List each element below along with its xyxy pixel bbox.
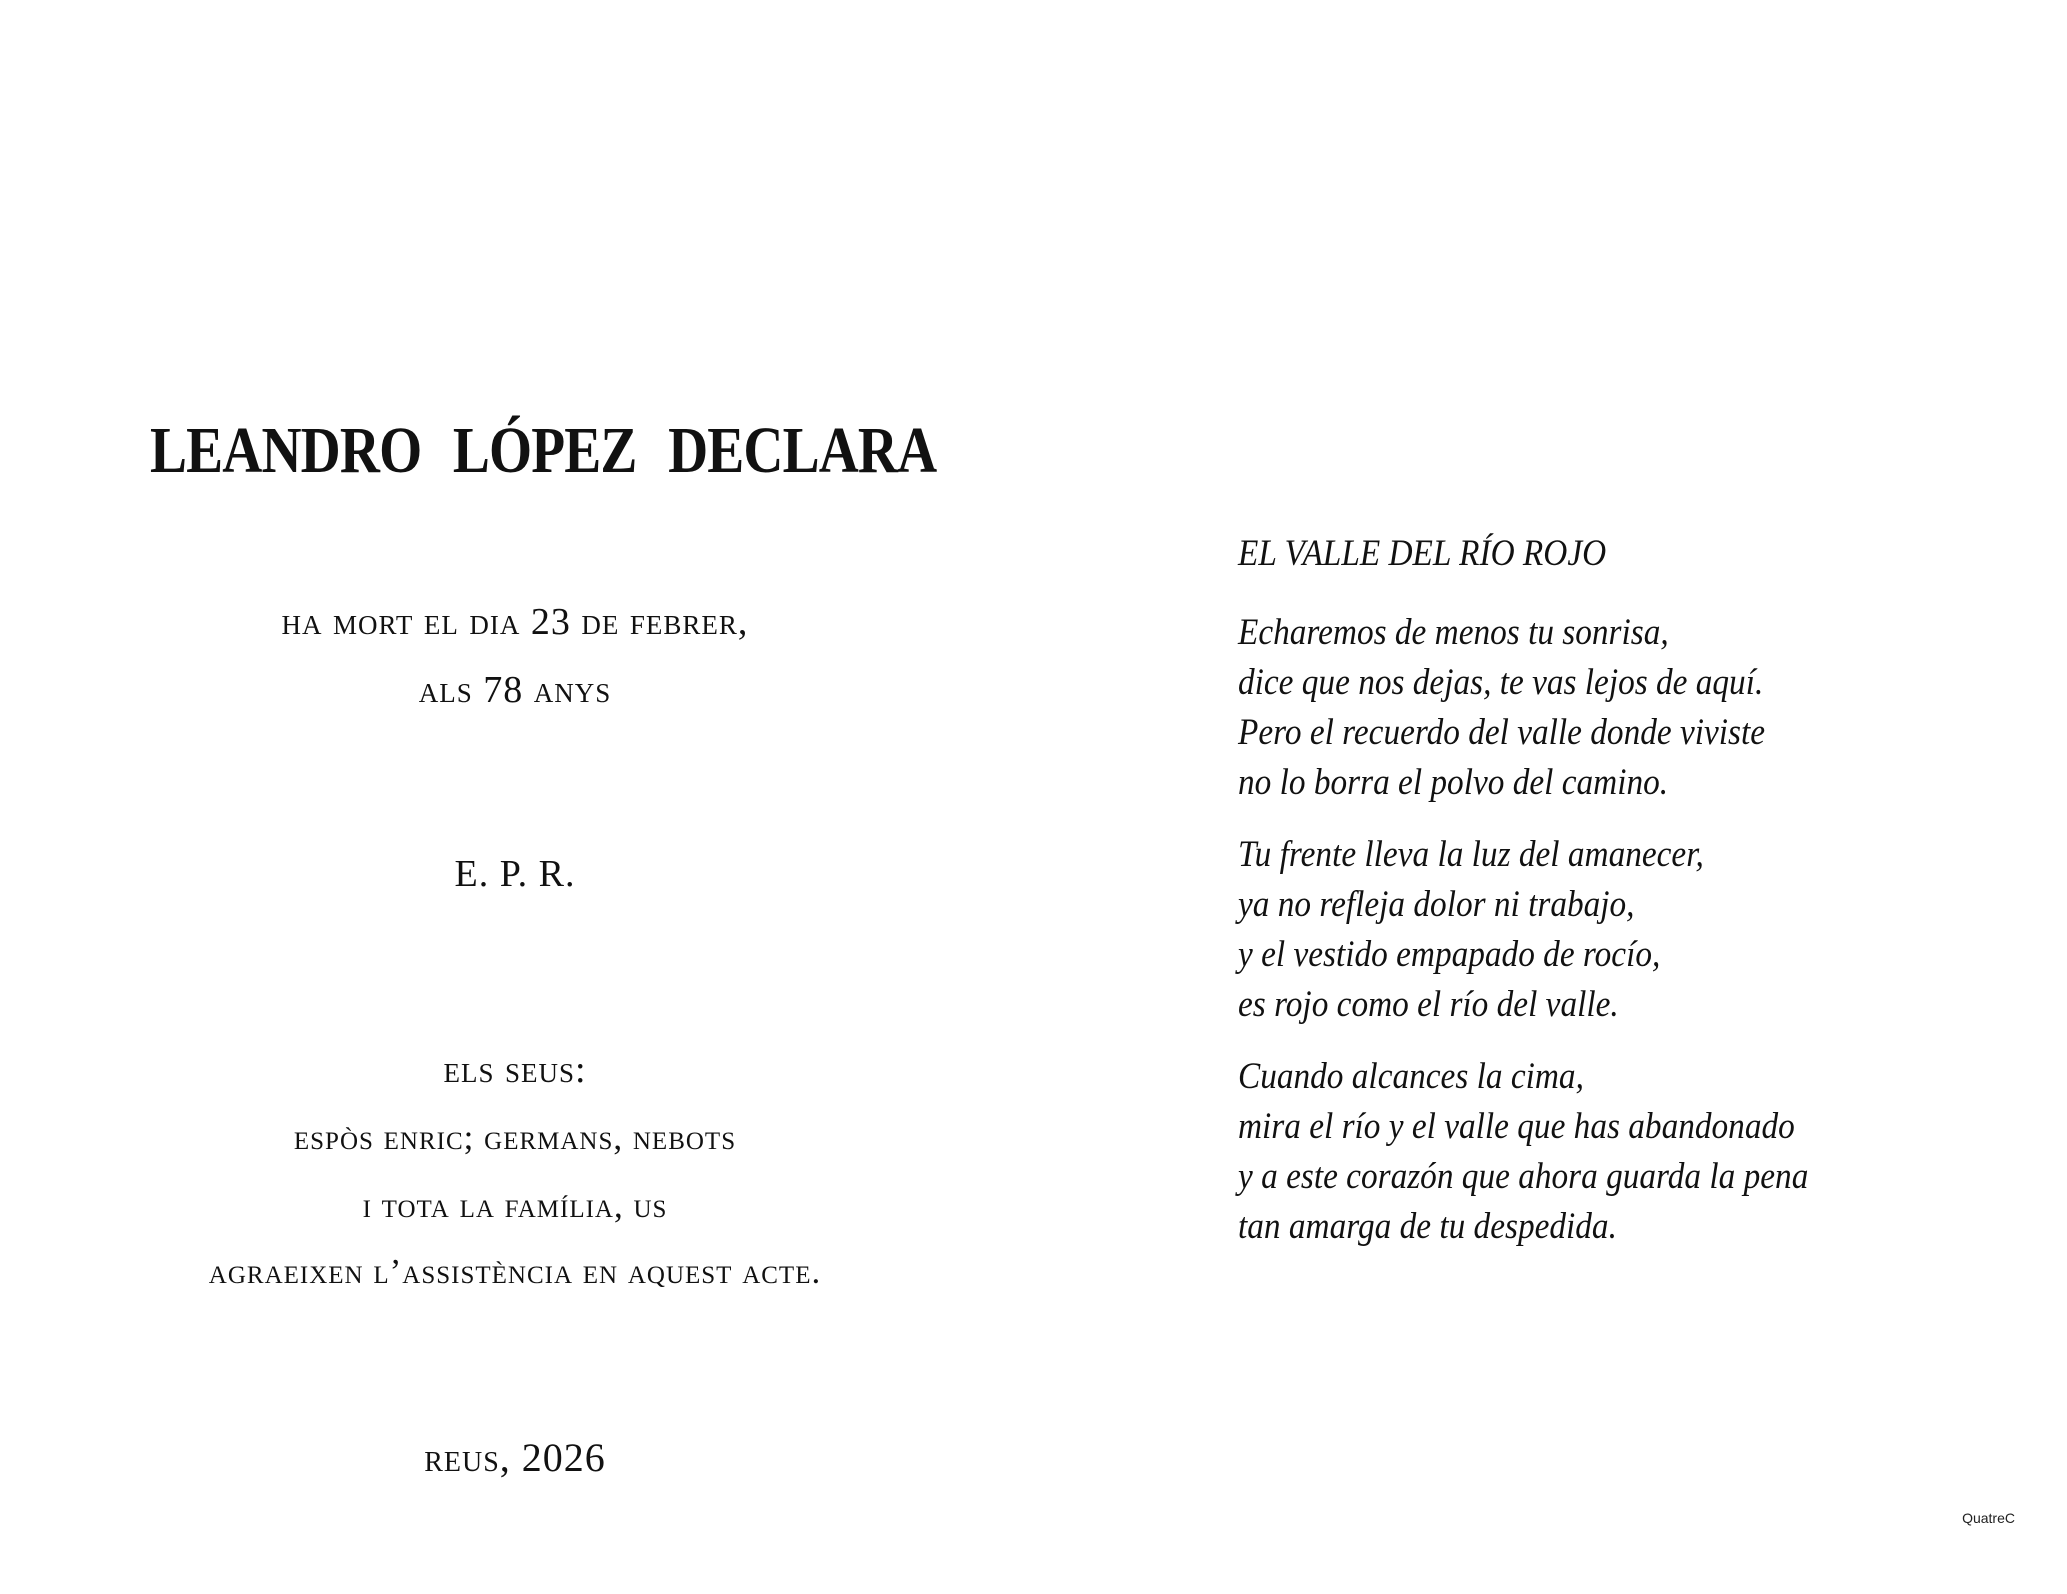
publisher-mark: QuatreC (1962, 1510, 2015, 1526)
family-line: i tota la família, us (362, 1186, 668, 1225)
deceased-name: LEANDRO LÓPEZ DECLARA (150, 414, 937, 487)
poem-verse: y a este corazón que ahora guarda la pena (1238, 1156, 1809, 1197)
poem-verse: Echaremos de menos tu sonrisa, (1238, 612, 1669, 653)
poem-verse: mira el río y el valle que has abandonado (1238, 1106, 1795, 1147)
poem-panel (1238, 528, 1958, 1274)
poem-stanza (1238, 608, 1958, 808)
epr-abbreviation: E. P. R. (454, 853, 576, 895)
age-line: als 78 anys (418, 669, 612, 711)
poem-title: EL VALLE DEL RÍO ROJO (1238, 533, 1607, 574)
poem-stanza (1238, 830, 1958, 1030)
poem-verse: Cuando alcances la cima, (1238, 1056, 1584, 1097)
poem-verse: Tu frente lleva la luz del amanecer, (1238, 834, 1704, 875)
family-heading: els seus: (443, 1049, 587, 1091)
family-line: agraeixen l’assistència en aquest acte. (208, 1252, 822, 1291)
place-date: reus, 2026 (424, 1435, 606, 1480)
family-line: espòs enric; germans, nebots (293, 1118, 737, 1157)
poem-verse: tan amarga de tu despedida. (1238, 1206, 1617, 1247)
poem-verse: dice que nos dejas, te vas lejos de aquí. (1238, 662, 1764, 703)
death-date-line: ha mort el dia 23 de febrer, (281, 601, 749, 643)
poem-verse: no lo borra el polvo del camino. (1238, 762, 1669, 803)
poem-stanza (1238, 1052, 1958, 1252)
poem-verse: ya no refleja dolor ni trabajo, (1238, 884, 1635, 925)
poem-verse: y el vestido empapado de rocío, (1238, 934, 1661, 975)
poem-verse: es rojo como el río del valle. (1238, 984, 1619, 1025)
poem-verse: Pero el recuerdo del valle donde viviste (1238, 712, 1766, 753)
